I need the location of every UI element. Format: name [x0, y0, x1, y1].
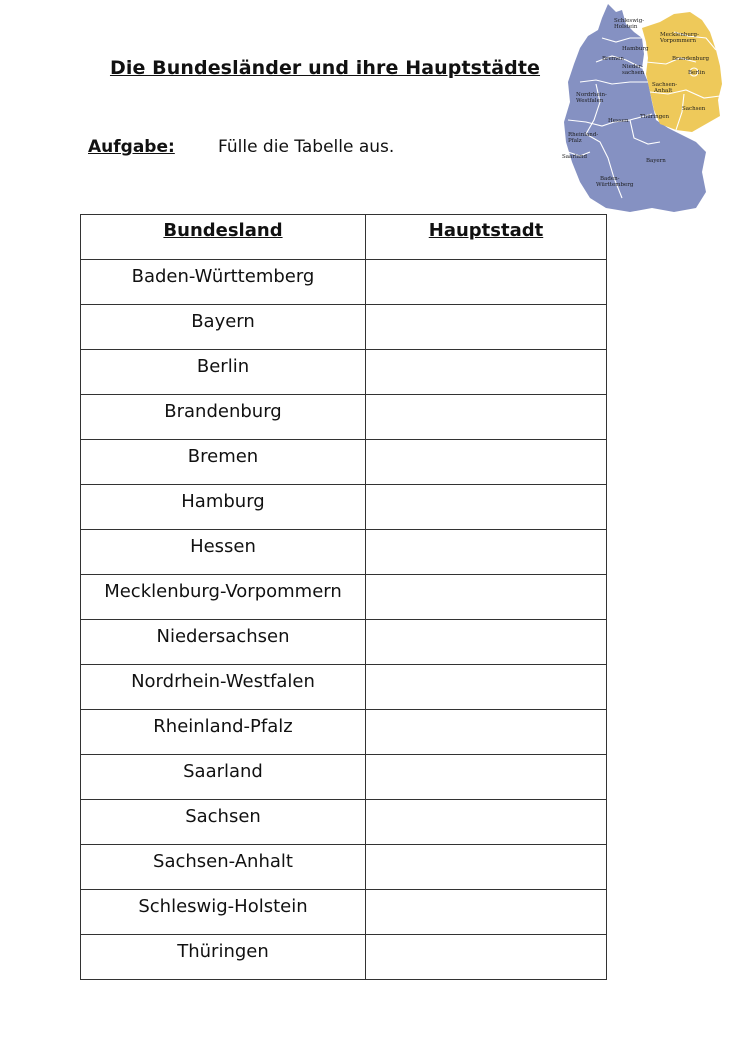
svg-text:Hamburg: Hamburg [622, 46, 649, 52]
capital-answer-cell[interactable] [366, 350, 607, 395]
svg-text:Bayern: Bayern [646, 158, 666, 164]
svg-text:Schleswig-: Schleswig- [614, 18, 645, 24]
state-name-cell: Hessen [81, 530, 366, 575]
state-name-cell: Schleswig-Holstein [81, 890, 366, 935]
table-row [81, 665, 607, 710]
state-name-cell: Bremen [81, 440, 366, 485]
state-name-cell: Mecklenburg-Vorpommern [81, 575, 366, 620]
capital-answer-cell[interactable] [366, 485, 607, 530]
svg-text:Bremen: Bremen [602, 56, 624, 62]
table-row [81, 260, 607, 305]
capital-answer-cell[interactable] [366, 575, 607, 620]
svg-text:Württemberg: Württemberg [596, 182, 634, 188]
svg-text:Nordrhein-: Nordrhein- [576, 92, 607, 98]
capital-answer-cell[interactable] [366, 260, 607, 305]
state-name-cell: Saarland [81, 755, 366, 800]
state-name-cell: Baden-Württemberg [81, 260, 366, 305]
svg-text:Sachsen: Sachsen [682, 106, 706, 112]
table-row [81, 845, 607, 890]
state-name-cell: Rheinland-Pfalz [81, 710, 366, 755]
svg-text:Baden-: Baden- [600, 176, 620, 182]
table-row [81, 800, 607, 845]
table-row [81, 350, 607, 395]
state-name-cell: Brandenburg [81, 395, 366, 440]
capital-answer-cell[interactable] [366, 935, 607, 980]
state-name-cell: Bayern [81, 305, 366, 350]
table-row [81, 395, 607, 440]
table-row [81, 755, 607, 800]
table-row [81, 485, 607, 530]
svg-text:Rheinland-: Rheinland- [568, 132, 599, 138]
state-name-cell: Thüringen [81, 935, 366, 980]
state-name-cell: Sachsen-Anhalt [81, 845, 366, 890]
task-label: Aufgabe: [88, 137, 175, 157]
table-row [81, 530, 607, 575]
svg-text:Nieder-: Nieder- [622, 64, 644, 70]
capital-answer-cell[interactable] [366, 620, 607, 665]
svg-text:Berlin: Berlin [688, 70, 705, 76]
capital-answer-cell[interactable] [366, 800, 607, 845]
capital-answer-cell[interactable] [366, 890, 607, 935]
state-name-cell: Niedersachsen [81, 620, 366, 665]
capital-answer-cell[interactable] [366, 845, 607, 890]
state-name-cell: Hamburg [81, 485, 366, 530]
page-title: Die Bundesländer und ihre Hauptstädte [109, 57, 541, 79]
svg-text:Pfalz: Pfalz [568, 138, 582, 144]
svg-text:sachsen: sachsen [622, 70, 645, 76]
svg-text:Thüringen: Thüringen [640, 114, 670, 120]
capital-answer-cell[interactable] [366, 755, 607, 800]
capital-answer-cell[interactable] [366, 710, 607, 755]
svg-text:Westfalen: Westfalen [576, 98, 604, 104]
table-row [81, 440, 607, 485]
table-header-row [81, 215, 607, 260]
capital-answer-cell[interactable] [366, 395, 607, 440]
svg-text:Mecklenburg-: Mecklenburg- [660, 32, 699, 38]
state-name-cell: Sachsen [81, 800, 366, 845]
state-name-cell: Berlin [81, 350, 366, 395]
states-table [80, 214, 607, 980]
column-header-hauptstadt: Hauptstadt [366, 215, 607, 260]
capital-answer-cell[interactable] [366, 440, 607, 485]
svg-text:Brandenburg: Brandenburg [672, 56, 710, 62]
svg-text:Saarland: Saarland [562, 154, 588, 160]
germany-map [556, 2, 726, 214]
table-row [81, 935, 607, 980]
capital-answer-cell[interactable] [366, 665, 607, 710]
task-instruction: Fülle die Tabelle aus. [218, 137, 395, 157]
svg-text:Hessen: Hessen [608, 118, 629, 124]
svg-text:Holstein: Holstein [614, 24, 638, 30]
table-row [81, 890, 607, 935]
table-row [81, 305, 607, 350]
state-name-cell: Nordrhein-Westfalen [81, 665, 366, 710]
svg-text:Vorpommern: Vorpommern [660, 38, 697, 44]
svg-text:Sachsen-: Sachsen- [652, 82, 678, 88]
table-row [81, 710, 607, 755]
table-row [81, 575, 607, 620]
capital-answer-cell[interactable] [366, 305, 607, 350]
column-header-bundesland: Bundesland [81, 215, 366, 260]
table-row [81, 620, 607, 665]
svg-text:Anhalt: Anhalt [654, 88, 673, 94]
capital-answer-cell[interactable] [366, 530, 607, 575]
